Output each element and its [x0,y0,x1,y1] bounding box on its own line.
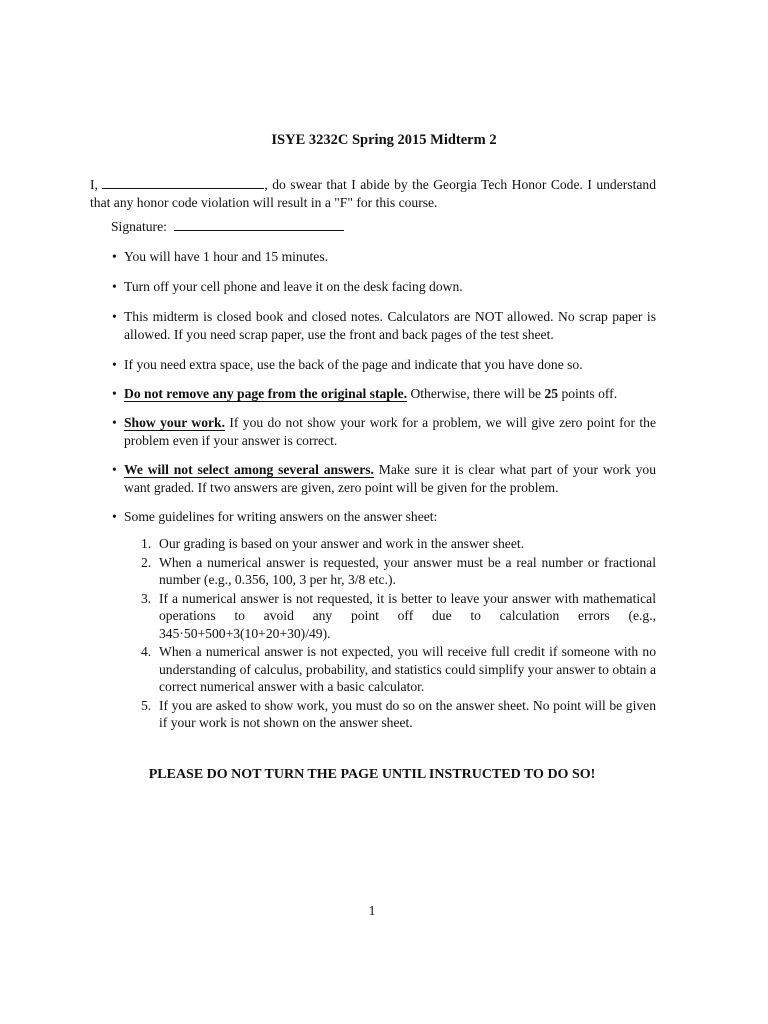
instruction-emphasis: We will not select among several answers. [124,462,374,477]
do-not-turn-warning: PLEASE DO NOT TURN THE PAGE UNTIL INSTRUCTED TO DO SO! [148,767,596,782]
pledge-prefix: I, [90,177,98,192]
guidelines-list [141,535,656,732]
bullet-icon: • [112,386,117,401]
bullet-icon: • [112,357,117,372]
bullet-icon: • [112,509,117,524]
honor-pledge [90,175,656,212]
guideline-item [141,554,656,589]
instruction-text: If you do not show your work for a problem, we will give zero point for the problem even if your answer is correct. [124,415,656,448]
instruction-item [112,508,656,732]
guideline-number: 5. [141,697,152,713]
instructions-list [112,248,656,733]
guideline-text: If you are asked to show work, you must do so on the answer sheet. No point will be given if your work is not shown on the answer sheet. [159,697,656,730]
instruction-item [112,248,656,266]
guideline-text: When a numerical answer is not expected, you will receive full credit if someone with no understanding of calculus, probability, and statistics could simplify your answer to obtain a correct numerical answer with a basic calculator. [159,644,656,694]
instruction-item [112,414,656,450]
guideline-item [141,590,656,643]
guideline-number: 1. [141,536,152,551]
instruction-item [112,308,656,344]
instruction-text: If you need extra space, use the back of the page and indicate that you have done so. [124,357,583,372]
bullet-icon: • [112,462,117,477]
guideline-number: 3. [141,590,152,606]
guideline-item [141,643,656,696]
points-off-value: 25 [544,386,559,401]
guideline-text: Our grading is based on your answer and work in the answer sheet. [159,536,525,551]
guideline-number: 2. [141,554,152,570]
instruction-item [112,278,656,296]
guideline-text: If a numerical answer is not requested, it is better to leave your answer with mathematical operations to avoid any point off due to calculation errors (e.g., 345·50+500+3(10+20+30)/49). [159,590,656,641]
bullet-icon: • [112,249,117,264]
instruction-item [112,356,656,374]
instruction-text: Turn off your cell phone and leave it on the desk facing down. [124,279,463,294]
instruction-emphasis: Do not remove any page from the original staple. [124,386,408,401]
signature-row [111,217,344,236]
name-blank [102,175,264,189]
instruction-item [112,385,656,403]
guideline-item [141,697,656,732]
instruction-text: points off. [558,386,618,401]
guideline-number: 4. [141,644,152,659]
instruction-text: Otherwise, there will be [407,386,545,401]
signature-blank [174,217,344,231]
guideline-item [141,535,656,553]
exam-title: ISYE 3232C Spring 2015 Midterm 2 [271,132,497,148]
bullet-icon: • [112,279,117,294]
instruction-emphasis: Show your work. [124,415,226,430]
instruction-text: This midterm is closed book and closed notes. Calculators are NOT allowed. No scrap paper is allowed. If you need scrap paper, use the front and back pages of the test sheet. [124,309,656,342]
instruction-item [112,461,656,497]
guideline-text: When a numerical answer is requested, your answer must be a real number or fractional number (e.g., 0.356, 100, 3 per hr, 3/8 etc.). [159,554,656,587]
bullet-icon: • [112,415,117,430]
bullet-icon: • [112,309,117,324]
instruction-text: Some guidelines for writing answers on the answer sheet: [124,509,438,524]
instruction-text: Make sure it is clear what part of your work you want graded. If two answers are given, zero point will be given for the problem. [124,462,656,495]
instruction-text: You will have 1 hour and 15 minutes. [124,249,329,264]
signature-label: Signature: [111,219,167,234]
page-number: 1 [368,903,376,918]
pledge-suffix: , do swear that I abide by the Georgia Tech Honor Code. I understand that any honor code violation will result in a "F" for this course. [90,177,656,210]
